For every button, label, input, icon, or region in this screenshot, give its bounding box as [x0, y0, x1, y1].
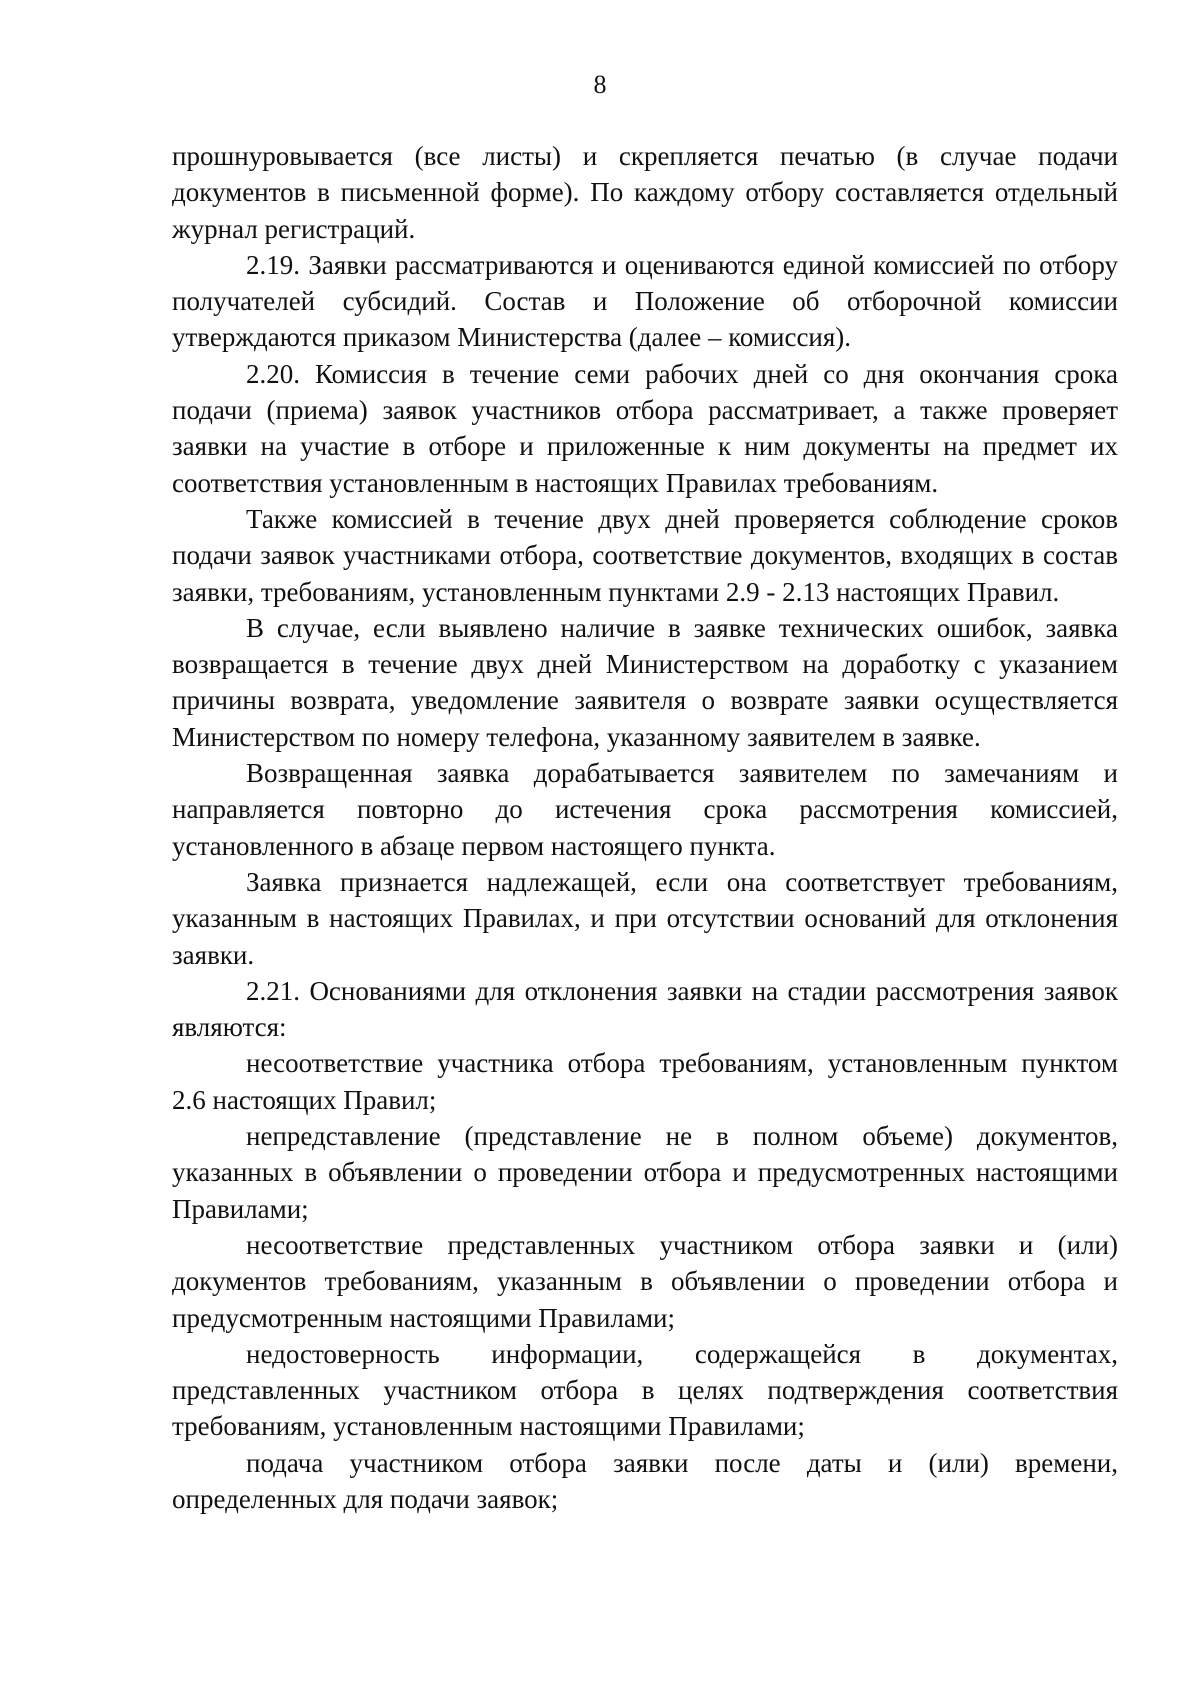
paragraph-application-proper: Заявка признается надлежащей, если она соответствует требованиям, указанным в настоящих Правилах, и при отсутствии оснований для отклонения заявки. — [172, 866, 1118, 970]
rejection-ground-1: несоответствие участника отбора требованиям, установленным пунктом 2.6 настоящих Правил; — [172, 1048, 1118, 1115]
paragraph-returned-application: Возвращенная заявка дорабатывается заявителем по замечаниям и направляется повторно до истечения срока рассмотрения комиссией, установленного в абзаце первом настоящего пункта. — [172, 758, 1118, 861]
page-number: 8 — [593, 70, 607, 99]
document-body — [172, 138, 1118, 1517]
rejection-ground-4: недостоверность информации, содержащейся в документах, представленных участником отбора в целях подтверждения соответствия требованиям, установленным настоящими Правилами; — [172, 1338, 1118, 1442]
paragraph-2-20: 2.20. Комиссия в течение семи рабочих дней со дня окончания срока подачи (приема) заявок участников отбора рассматривает, а также проверяет заявки на участие в отборе и приложенные к ним документы на предмет их соответствия установленным в настоящих Правилах требованиям. — [172, 358, 1118, 498]
paragraph-commission-check: Также комиссией в течение двух дней проверяется соблюдение сроков подачи заявок участниками отбора, соответствие документов, входящих в состав заявки, требованиям, установленным пунктами 2.9 - 2.13 настоящих Правил. — [172, 503, 1118, 607]
paragraph-technical-errors: В случае, если выявлено наличие в заявке технических ошибок, заявка возвращается в течение двух дней Министерством на доработку с указанием причины возврата, уведомление заявителя о возврате заявки осуществляется Министерством по номеру телефона, указанному заявителем в заявке. — [172, 612, 1118, 752]
rejection-ground-2: непредставление (представление не в полном объеме) документов, указанных в объявлении о проведении отбора и предусмотренных настоящими Правилами; — [172, 1121, 1118, 1224]
paragraph-2-21: 2.21. Основаниями для отклонения заявки на стадии рассмотрения заявок являются: — [172, 975, 1118, 1043]
paragraph-2-19: 2.19. Заявки рассматриваются и оцениваются единой комиссией по отбору получателей субсидий. Состав и Положение об отборочной комиссии утверждаются приказом Министерства (далее – комиссия). — [172, 249, 1118, 353]
rejection-ground-3: несоответствие представленных участником отбора заявки и (или) документов требованиям, указанным в объявлении о проведении отбора и предусмотренным настоящими Правилами; — [172, 1229, 1118, 1333]
rejection-ground-5: подача участником отбора заявки после даты и (или) времени, определенных для подачи заявок; — [172, 1447, 1118, 1514]
paragraph-continuation: прошнуровывается (все листы) и скрепляется печатью (в случае подачи документов в письменной форме). По каждому отбору составляется отдельный журнал регистраций. — [172, 141, 1118, 244]
